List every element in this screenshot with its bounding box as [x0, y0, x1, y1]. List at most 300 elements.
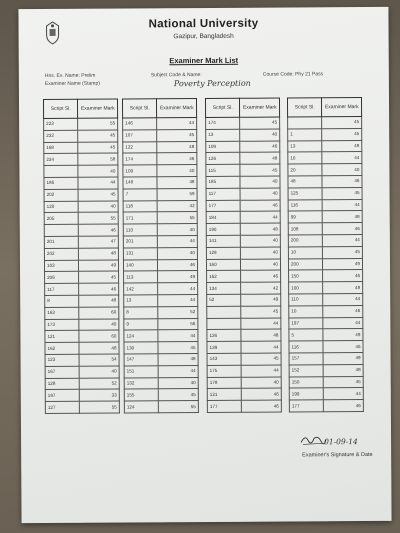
- table-row: [124, 401, 198, 413]
- examiner-mark: 44: [324, 388, 364, 400]
- examiner-mark: 49: [323, 258, 363, 270]
- script-number: 200: [288, 235, 323, 247]
- script-number: 110: [289, 294, 324, 306]
- examiner-mark: 44: [158, 236, 198, 248]
- examiner-mark: 49: [241, 294, 281, 306]
- examiner-mark: 40: [241, 247, 281, 259]
- table-row: [206, 117, 280, 129]
- examiner-mark: 42: [158, 200, 198, 212]
- examiner-mark: 49: [323, 352, 363, 364]
- table-row: [288, 140, 362, 152]
- script-number: 184: [206, 212, 241, 224]
- script-number: 8: [45, 295, 80, 307]
- script-number: 120: [44, 201, 79, 213]
- script-number: 150: [289, 270, 324, 282]
- script-number: 201: [44, 236, 79, 248]
- table-row: [45, 378, 119, 390]
- examiner-mark: 48: [157, 177, 197, 189]
- examiner-mark: 49: [79, 260, 119, 272]
- table-row: [123, 200, 197, 212]
- examiner-mark: 33: [80, 389, 120, 401]
- script-number: 141: [206, 235, 241, 247]
- table-row: [44, 130, 118, 142]
- document-title: Examiner Mark List: [169, 55, 239, 66]
- script-number: 125: [288, 188, 323, 200]
- examiner-mark: 46: [157, 153, 197, 165]
- examiner-mark: 45: [79, 271, 119, 283]
- script-number: 151: [124, 366, 159, 378]
- examiner-mark: 42: [241, 282, 281, 294]
- examiner-mark: 48: [158, 353, 198, 365]
- script-number: 13: [124, 295, 159, 307]
- script-number: 202: [44, 248, 79, 260]
- examiner-mark: 44: [323, 317, 363, 329]
- examiner-mark: 44: [241, 341, 281, 353]
- script-number: 155: [124, 389, 159, 401]
- examiner-mark: 49: [323, 329, 363, 341]
- table-row: [123, 165, 197, 177]
- examiner-mark: 40: [159, 377, 199, 389]
- table-row: [124, 365, 198, 377]
- script-number: 103: [44, 260, 79, 272]
- script-number: 177: [206, 200, 241, 212]
- examiner-mark: 45: [78, 189, 118, 201]
- script-number: 177: [207, 400, 242, 412]
- examiner-mark: 44: [158, 330, 198, 342]
- table-row: [207, 282, 281, 294]
- examiner-mark: 40: [240, 176, 280, 188]
- mark-header: Examiner Mark: [240, 98, 280, 117]
- script-number: 109: [123, 165, 158, 177]
- script-number: 167: [45, 366, 80, 378]
- mark-header: Examiner Mark: [157, 99, 197, 118]
- table-row: [288, 211, 362, 223]
- script-number: 162: [45, 342, 80, 354]
- table-row: [123, 212, 197, 224]
- examiner-mark: 45: [322, 117, 362, 129]
- examiner-mark: 56: [158, 318, 198, 330]
- table-row: [45, 295, 119, 307]
- table-row: [288, 223, 362, 235]
- examiner-mark: 40: [240, 188, 280, 200]
- script-number: 5: [289, 329, 324, 341]
- table-row: [206, 211, 280, 223]
- script-number: 202: [44, 189, 79, 201]
- examiner-mark: 40: [158, 247, 198, 259]
- script-number: 171: [123, 212, 158, 224]
- table-row: [124, 318, 198, 330]
- examiner-mark: 44: [158, 294, 198, 306]
- examiner-mark: 48: [323, 282, 363, 294]
- table-row: [124, 283, 198, 295]
- examiner-mark: 45: [322, 128, 362, 140]
- table-row: [207, 341, 281, 353]
- table-row: [206, 188, 280, 200]
- table-row: [207, 365, 281, 377]
- table-row: [44, 177, 118, 189]
- table-row: [44, 165, 118, 177]
- examiner-mark: 40: [322, 164, 362, 176]
- mark-table-2: [122, 98, 199, 413]
- examiner-mark: 60: [79, 307, 119, 319]
- script-number: 108: [288, 223, 323, 235]
- script-number: 177: [289, 400, 324, 412]
- examiner-mark: 40: [241, 259, 281, 271]
- script-number: 178: [207, 377, 242, 389]
- table-row: [206, 223, 280, 235]
- script-number: 126: [207, 330, 242, 342]
- script-number: 9: [124, 318, 159, 330]
- script-number: 174: [123, 153, 158, 165]
- script-number: 190: [206, 223, 241, 235]
- examiner-mark: 44: [322, 152, 362, 164]
- script-number: 140: [123, 259, 158, 271]
- table-row: [289, 364, 363, 376]
- examiner-mark: 40: [80, 366, 120, 378]
- table-row: [45, 319, 119, 331]
- table-row: [45, 307, 119, 319]
- signature-scribble: [299, 432, 327, 446]
- table-row: [289, 305, 363, 317]
- examiner-mark: 46: [323, 223, 363, 235]
- examiner-mark: 40: [79, 319, 119, 331]
- examiner-mark: 48: [79, 248, 119, 260]
- table-row: [206, 176, 280, 188]
- script-number: 157: [289, 353, 324, 365]
- examiner-mark: 59: [157, 188, 197, 200]
- table-row: [44, 224, 118, 236]
- script-number: 124: [124, 330, 159, 342]
- script-number: 201: [123, 236, 158, 248]
- table-row: [44, 248, 118, 260]
- examiner-mark: 48: [322, 140, 362, 152]
- script-number: [44, 165, 79, 177]
- script-number: 115: [206, 164, 241, 176]
- examiner-mark: 44: [242, 365, 282, 377]
- table-row: [207, 377, 281, 389]
- script-number: 168: [44, 142, 79, 154]
- script-number: [207, 306, 242, 318]
- script-number: 126: [206, 153, 241, 165]
- table-row: [207, 270, 281, 282]
- script-number: 174: [206, 117, 241, 129]
- script-number: 132: [124, 377, 159, 389]
- script-number: 117: [206, 188, 241, 200]
- table-row: [206, 235, 280, 247]
- table-row: [124, 330, 198, 342]
- examiner-mark: 52: [158, 306, 198, 318]
- examiner-mark: 58: [78, 153, 118, 165]
- examiner-mark: 46: [322, 176, 362, 188]
- script-number: 109: [206, 141, 241, 153]
- script-number: 123: [45, 354, 80, 366]
- script-number: 100: [289, 282, 324, 294]
- examiner-mark: 40: [241, 235, 281, 247]
- university-location: Gazipur, Bangladesh: [173, 32, 234, 41]
- table-row: [288, 164, 362, 176]
- signature-label: Examiner's Signature & Date: [302, 451, 373, 459]
- table-row: [45, 366, 119, 378]
- examiner-mark: 45: [240, 164, 280, 176]
- script-number: 200: [288, 258, 323, 270]
- script-number: 186: [44, 177, 79, 189]
- table-row: [44, 142, 118, 154]
- table-row: [45, 283, 119, 295]
- table-row: [206, 129, 280, 141]
- script-number: 234: [44, 154, 79, 166]
- table-row: [124, 294, 198, 306]
- examiner-mark: 45: [240, 117, 280, 129]
- examiner-mark: 40: [157, 165, 197, 177]
- table-row: [206, 247, 280, 259]
- examiner-info: Examiner Name (Stamp): [44, 80, 100, 87]
- script-header: Script Sl.: [43, 99, 78, 118]
- table-row: [207, 294, 281, 306]
- table-row: [124, 271, 198, 283]
- examiner-mark: 45: [78, 142, 118, 154]
- script-number: 107: [123, 130, 158, 142]
- examiner-mark: 44: [241, 318, 281, 330]
- examiner-mark: 44: [323, 293, 363, 305]
- examiner-mark: 55: [159, 401, 199, 413]
- examiner-mark: 46: [242, 388, 282, 400]
- examiner-mark: 48: [323, 211, 363, 223]
- examiner-mark: 46: [241, 270, 281, 282]
- examiner-mark: 48: [324, 364, 364, 376]
- table-row: [206, 141, 280, 153]
- examiner-mark: 55: [78, 118, 118, 130]
- examiner-mark: 46: [158, 259, 198, 271]
- examiner-mark: 44: [323, 235, 363, 247]
- examiner-mark: 46: [323, 270, 363, 282]
- table-row: [123, 118, 197, 130]
- exam-info: Hns. Ex. Name: Prelim: [44, 72, 96, 79]
- subject-handwritten: Poverty Perception: [173, 78, 251, 89]
- examiner-mark: 44: [323, 199, 363, 211]
- table-row: [44, 189, 118, 201]
- script-number: 197: [45, 390, 80, 402]
- script-number: 129: [206, 247, 241, 259]
- mark-table-3: [205, 98, 282, 413]
- table-row: [289, 317, 363, 329]
- script-number: [44, 224, 79, 236]
- script-number: 162: [207, 271, 242, 283]
- table-row: [44, 201, 118, 213]
- script-header: Script Sl.: [205, 98, 240, 117]
- script-number: 116: [288, 199, 323, 211]
- mark-table-1: [43, 99, 120, 414]
- examiner-mark: 45: [324, 376, 364, 388]
- table-row: [123, 259, 197, 271]
- examiner-mark: 45: [157, 129, 197, 141]
- script-number: 52: [207, 294, 242, 306]
- script-number: 197: [289, 317, 324, 329]
- table-row: [207, 388, 281, 400]
- script-number: [207, 318, 242, 330]
- script-number: 121: [45, 331, 80, 343]
- table-row: [44, 118, 118, 130]
- examiner-mark: 46: [240, 141, 280, 153]
- table-row: [289, 293, 363, 305]
- examiner-mark: 46: [241, 200, 281, 212]
- examiner-mark: 48: [240, 152, 280, 164]
- table-row: [123, 153, 197, 165]
- examiner-mark: 48: [241, 223, 281, 235]
- script-number: 206: [45, 272, 80, 284]
- script-number: 232: [44, 130, 79, 142]
- examiner-mark: 46: [323, 341, 363, 353]
- table-row: [45, 354, 119, 366]
- table-row: [45, 271, 119, 283]
- script-number: 205: [44, 213, 79, 225]
- mark-sheet: [18, 7, 391, 523]
- table-row: [44, 260, 118, 272]
- script-number: 160: [206, 259, 241, 271]
- table-row: [44, 236, 118, 248]
- table-row: [44, 212, 118, 224]
- examiner-mark: 45: [158, 342, 198, 354]
- script-number: 127: [45, 401, 80, 413]
- table-row: [289, 329, 363, 341]
- script-number: 99: [288, 211, 323, 223]
- script-number: [288, 117, 323, 129]
- examiner-mark: 44: [157, 118, 197, 130]
- table-row: [288, 199, 362, 211]
- script-number: 1: [288, 129, 323, 141]
- script-number: 121: [207, 389, 242, 401]
- script-number: 113: [124, 271, 159, 283]
- script-number: 13: [288, 140, 323, 152]
- university-name: National University: [148, 17, 259, 31]
- script-number: 10: [289, 306, 324, 318]
- examiner-mark: 48: [241, 329, 281, 341]
- script-number: 8: [124, 307, 159, 319]
- script-number: 185: [206, 176, 241, 188]
- examiner-mark: 46: [79, 224, 119, 236]
- examiner-mark: 40: [79, 201, 119, 213]
- examiner-mark: 44: [241, 211, 281, 223]
- examiner-mark: 46: [324, 400, 364, 412]
- examiner-mark: 40: [242, 377, 282, 389]
- script-number: 142: [124, 283, 159, 295]
- examiner-mark: 44: [159, 365, 199, 377]
- examiner-mark: 54: [79, 354, 119, 366]
- table-row: [123, 247, 197, 259]
- script-number: 117: [45, 283, 80, 295]
- examiner-mark: 52: [80, 378, 120, 390]
- table-row: [123, 236, 197, 248]
- script-number: 48: [288, 176, 323, 188]
- table-row: [289, 282, 363, 294]
- examiner-mark: 55: [79, 212, 119, 224]
- examiner-mark: 46: [242, 400, 282, 412]
- table-row: [124, 342, 198, 354]
- script-number: 147: [124, 354, 159, 366]
- script-number: 13: [206, 129, 241, 141]
- table-row: [45, 330, 119, 342]
- examiner-mark: 40: [158, 224, 198, 236]
- script-header: Script Sl.: [287, 98, 322, 117]
- script-number: 128: [45, 378, 80, 390]
- table-row: [44, 153, 118, 165]
- script-number: 152: [289, 365, 324, 377]
- table-row: [289, 352, 363, 364]
- script-number: 122: [123, 141, 158, 153]
- script-number: 118: [123, 200, 158, 212]
- table-row: [124, 389, 198, 401]
- script-number: 143: [207, 353, 242, 365]
- table-row: [45, 342, 119, 354]
- examiner-mark: 48: [79, 342, 119, 354]
- examiner-mark: 45: [159, 389, 199, 401]
- signature-date: 01-09-14: [324, 437, 358, 447]
- examiner-mark: 48: [79, 295, 119, 307]
- examiner-mark: 47: [79, 236, 119, 248]
- examiner-mark: 46: [323, 305, 363, 317]
- script-number: 7: [123, 189, 158, 201]
- examiner-mark: 45: [241, 353, 281, 365]
- script-number: 146: [123, 118, 158, 130]
- mark-table-4: [287, 97, 364, 412]
- table-row: [289, 341, 363, 353]
- script-number: 20: [288, 164, 323, 176]
- table-row: [206, 164, 280, 176]
- table-row: [288, 235, 362, 247]
- examiner-mark: 45: [322, 187, 362, 199]
- table-row: [206, 200, 280, 212]
- table-row: [123, 188, 197, 200]
- examiner-mark: 55: [80, 401, 120, 413]
- table-row: [289, 388, 363, 400]
- table-row: [207, 306, 281, 318]
- examiner-mark: 40: [78, 165, 118, 177]
- script-number: 10: [288, 152, 323, 164]
- examiner-mark: 44: [158, 283, 198, 295]
- examiner-mark: 49: [158, 271, 198, 283]
- script-number: 223: [44, 118, 79, 130]
- table-row: [288, 187, 362, 199]
- examiner-mark: 60: [79, 330, 119, 342]
- script-number: 130: [124, 342, 159, 354]
- table-row: [206, 259, 280, 271]
- course-code: Course Code: Phy 21 Pass: [262, 71, 324, 78]
- mark-header: Examiner Mark: [322, 98, 362, 117]
- examiner-mark: 45: [323, 246, 363, 258]
- table-row: [124, 306, 198, 318]
- examiner-mark: 55: [158, 212, 198, 224]
- script-number: 10: [288, 247, 323, 259]
- table-row: [288, 152, 362, 164]
- script-number: 139: [207, 341, 242, 353]
- table-row: [123, 129, 197, 141]
- table-row: [207, 318, 281, 330]
- table-row: [124, 377, 198, 389]
- script-number: 148: [123, 177, 158, 189]
- mark-header: Examiner Mark: [78, 99, 118, 118]
- table-row: [288, 246, 362, 258]
- examiner-mark: 45: [78, 130, 118, 142]
- examiner-mark: 48: [157, 141, 197, 153]
- examiner-mark: 46: [79, 283, 119, 295]
- script-number: 110: [123, 224, 158, 236]
- script-number: 131: [123, 248, 158, 260]
- script-number: 173: [45, 319, 80, 331]
- table-row: [288, 258, 362, 270]
- script-number: 134: [207, 282, 242, 294]
- table-row: [123, 177, 197, 189]
- examiner-mark: 40: [240, 129, 280, 141]
- table-row: [288, 128, 362, 140]
